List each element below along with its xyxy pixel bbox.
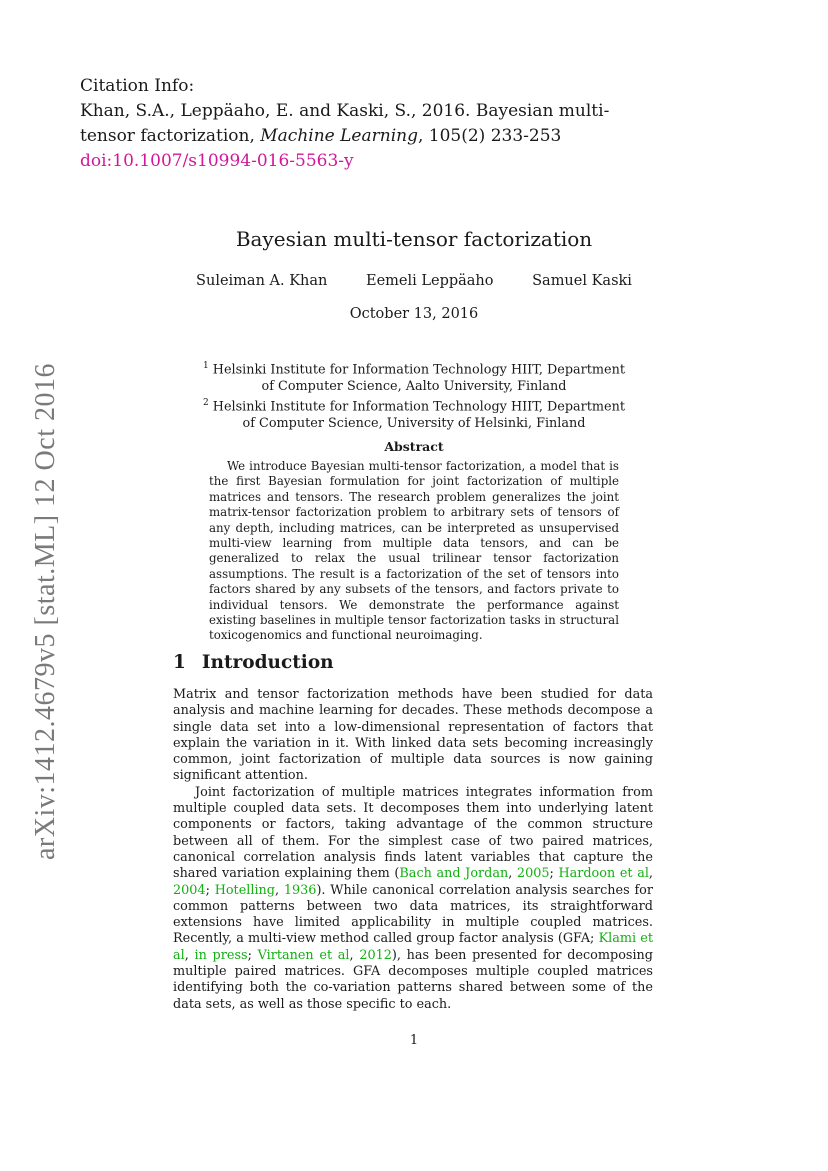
citation-link[interactable]: Bach and Jordan <box>399 866 509 882</box>
citation-link[interactable]: 1936 <box>283 882 317 898</box>
citation-journal: Machine Learning <box>260 126 418 146</box>
paper-date: October 13, 2016 <box>349 306 479 322</box>
author: Eemeli Leppäaho <box>365 273 494 289</box>
citation-prefix: tensor factorization, <box>80 126 261 146</box>
text-run: , <box>508 866 517 882</box>
text-run: Joint factorization of multiple matrices integrates information from multiple coupled data sets. It decomposes them into underlying latent components or factors, taking advantage of the common structure between all of them. For the simplest case of two paired matrices, canonical correlation analysis finds latent variables that capture the shared variation explaining them ( <box>173 784 653 882</box>
text-run: ), has been presented for decomposing multiple paired matrices. GFA decomposes multiple coupled matrices identifying both the co-variation patterns shared between some of the data sets, as well as those specific to each. <box>173 947 653 1012</box>
text-run: , <box>184 947 195 963</box>
arxiv-identifier: arXiv:1412.4679v5 [stat.ML] 12 Oct 2016 <box>30 363 61 860</box>
text-run: ; <box>247 947 258 963</box>
section-heading <box>173 652 334 673</box>
text-run: ; <box>205 882 215 898</box>
citation-suffix: , 105(2) 233-253 <box>417 126 562 146</box>
citation-authors: Khan, S.A., Leppäaho, E. and Kaski, S., 2016. Bayesian multi- <box>80 101 610 121</box>
citation-info <box>80 74 680 174</box>
section-title: Introduction <box>201 652 334 673</box>
paragraph: Matrix and tensor factorization methods have been studied for data analysis and machine learning for decades. These methods decompose a single data set into a low-dimensional representation of factors that explain the variation in it. With linked data sets becoming increasingly common, joint factorization of multiple data sources is now gaining significant attention. <box>173 687 653 784</box>
citation-link[interactable]: Hardoon et al <box>558 866 649 882</box>
page-number: 1 <box>409 1033 419 1048</box>
citation-link[interactable]: 2012 <box>359 947 392 963</box>
body-text <box>173 687 653 1013</box>
affiliation-mark: 1 <box>202 361 209 371</box>
doi-link[interactable]: doi:10.1007/s10994-016-5563-y <box>80 151 354 171</box>
affiliation <box>200 395 628 432</box>
affiliation <box>200 358 628 395</box>
author-list <box>0 273 828 289</box>
affiliation-text: Helsinki Institute for Information Technology HIIT, Department of Computer Science, University of Helsinki, Finland <box>212 399 626 432</box>
citation-link[interactable]: 2004 <box>173 882 206 898</box>
paper-title: Bayesian multi-tensor factorization <box>235 227 593 251</box>
citation-link[interactable]: Hotelling <box>214 882 275 898</box>
citation-link[interactable]: 2005 <box>516 866 550 882</box>
citation-heading: Citation Info: <box>80 76 195 96</box>
citation-journal-line <box>80 124 680 149</box>
affiliation-mark: 2 <box>202 398 209 409</box>
affiliations <box>200 358 628 433</box>
text-run: , <box>648 866 653 882</box>
author: Samuel Kaski <box>532 273 632 289</box>
text-run: ). While canonical correlation analysis searches for common patterns between two data matrices, its straightforward extensions have limited applicability in multiple coupled matrices. Recently, a multi-view method called group factor analysis (GFA; <box>173 882 653 947</box>
citation-link[interactable]: Klami et al <box>173 931 654 963</box>
section-number: 1 <box>173 652 186 673</box>
paragraph <box>173 785 653 1013</box>
affiliation-text: Helsinki Institute for Information Technology HIIT, Department of Computer Science, Aalto University, Finland <box>212 362 626 394</box>
abstract-heading: Abstract <box>384 439 444 454</box>
text-run: , <box>349 947 360 963</box>
citation-link[interactable]: Virtanen et al <box>257 947 350 963</box>
text-run: , <box>274 882 284 898</box>
abstract-text: We introduce Bayesian multi-tensor factorization, a model that is the first Bayesian formulation for joint factorization of multiple matrices and tensors. The research problem generalizes the joint matrix-tensor factorization problem to arbitrary sets of tensors of any depth, including matrices, can be interpreted as unsupervised multi-view learning from multiple data tensors, and can be generalized to relax the usual trilinear tensor factorization assumptions. The result is a factorization of the set of tensors into factors shared by any subsets of the tensors, and factors private to individual tensors. We demonstrate the performance against existing baselines in multiple tensor factorization tasks in structural toxicogenomics and functional neuroimaging. <box>209 459 619 643</box>
citation-link[interactable]: in press <box>194 947 248 963</box>
text-run: ; <box>549 866 559 882</box>
author: Suleiman A. Khan <box>196 273 328 289</box>
